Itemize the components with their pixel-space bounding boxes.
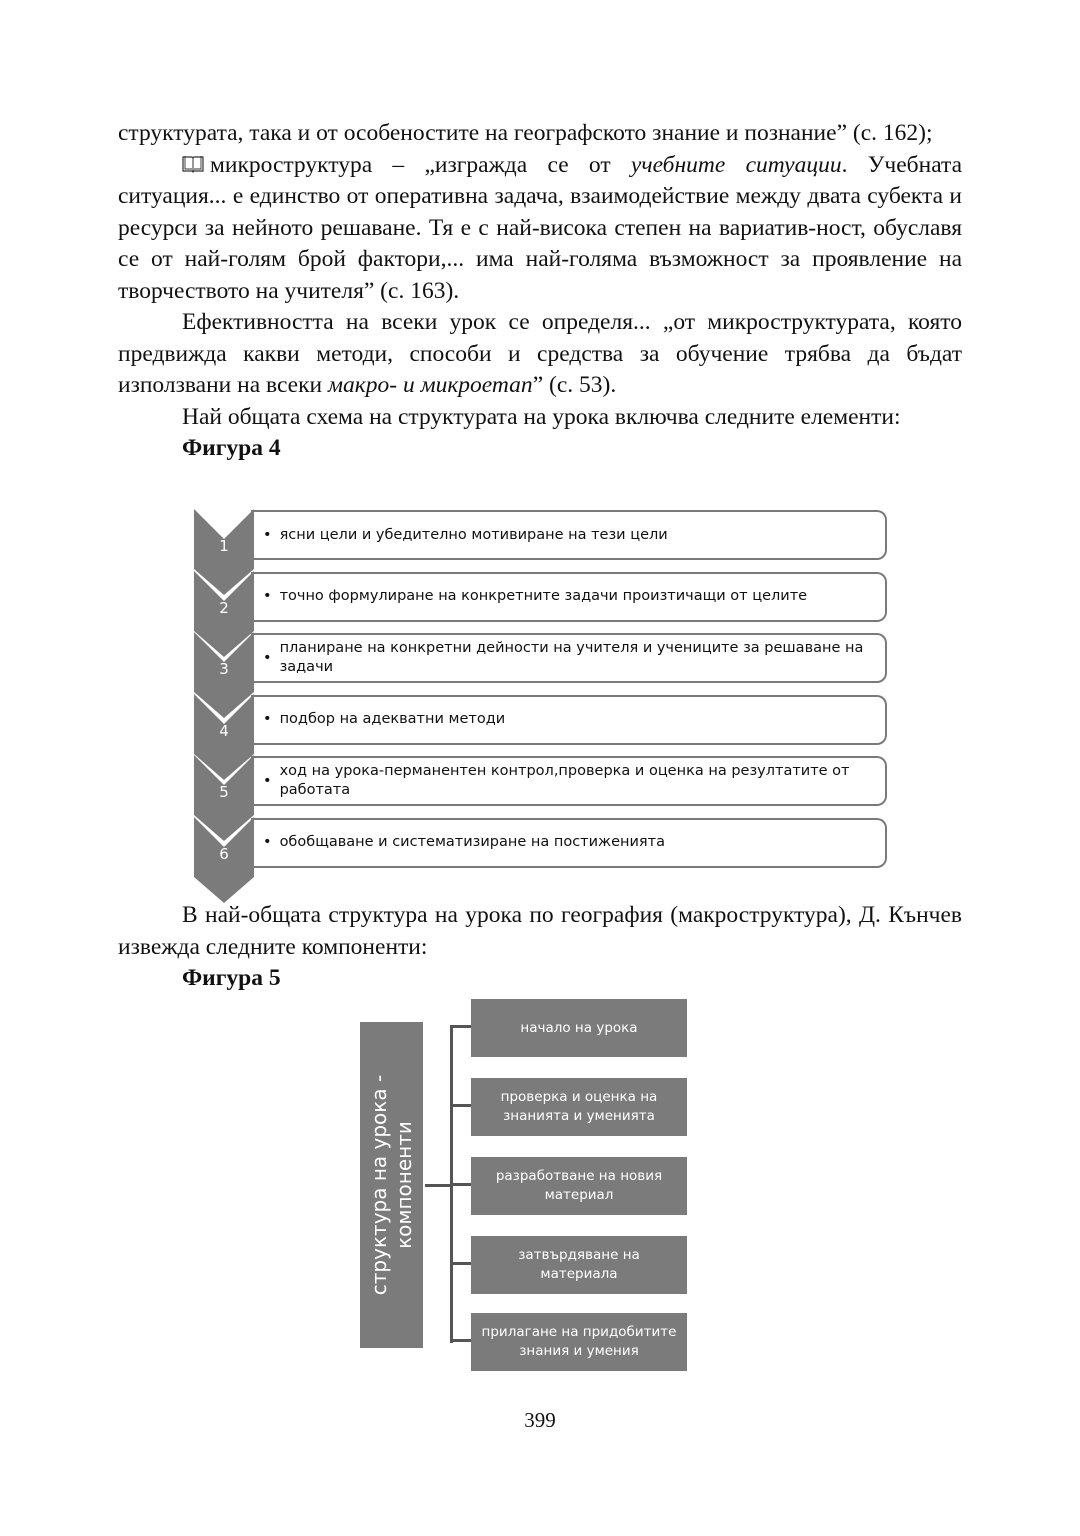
paragraph-macrostructure: В най-общата структура на урока по география (макроструктура), Д. Кънчев извежда следните компоненти: <box>118 902 962 960</box>
book-icon <box>182 155 204 173</box>
bullet-icon: • <box>263 834 272 850</box>
component-connector <box>450 1262 471 1265</box>
component-node: затвърдяване на материала <box>471 1236 687 1294</box>
figure-5-diagram <box>358 997 690 1373</box>
root-node <box>360 1022 423 1348</box>
figure-4-step <box>194 509 894 570</box>
root-node-label: структура на урока - компоненти <box>366 1074 416 1296</box>
root-connector <box>425 1184 452 1187</box>
bullet-icon: • <box>263 772 272 789</box>
step-text <box>263 758 873 804</box>
paragraph-microstructure <box>118 150 962 308</box>
step-number: 4 <box>219 721 229 740</box>
step-label: обобщаване и систематизиране на постиженията <box>279 834 665 850</box>
step-text <box>263 512 873 558</box>
step-text <box>263 635 873 681</box>
paragraph-1: структурата, така и от особеностите на географското знание и познание” (с. 162); <box>118 120 933 146</box>
step-text-box <box>251 633 887 683</box>
effectiveness-text-start: Ефективността на всеки урок се определя... „от микроструктурата, която предвижда какви методи, способи и средства за обучение трябва да бъдат използвани на всеки <box>118 309 962 398</box>
step-text <box>263 697 873 743</box>
step-text <box>263 574 873 620</box>
component-node: разработване на новия материал <box>471 1157 687 1215</box>
step-number: 2 <box>219 598 229 617</box>
component-node: начало на урока <box>471 999 687 1057</box>
bullet-icon: • <box>263 711 272 727</box>
paragraph-scheme-intro: Най общата схема на структурата на урока включва следните елементи: <box>182 403 901 430</box>
microstructure-italic-term: учебните ситуации <box>630 151 842 178</box>
page-number: 399 <box>524 1408 556 1432</box>
microstructure-text-end: . Учебната ситуация... е единство от оперативна задача, взаимодействие между двата субекта и ресурси за нейното решаване. Тя е с най-висока степен на вариатив-ност, обуславя се от най-голям брой фактори,... има най-голяма възможност за проявление на творчеството на учителя” (с. 163). <box>118 151 963 304</box>
step-text-box <box>251 572 887 622</box>
step-text-box <box>251 818 887 868</box>
step-label: ход на урока-перманентен контрол,проверка и оценка на резултатите от работата <box>279 763 850 798</box>
step-text-box <box>251 756 887 806</box>
bullet-icon: • <box>263 649 272 666</box>
step-label: планиране на конкретни дейности на учителя и учениците за решаване на задачи <box>279 640 864 675</box>
figure-4-step <box>194 571 894 632</box>
figure-4-step <box>194 817 894 878</box>
component-node: проверка и оценка на знанията и уменията <box>471 1078 687 1136</box>
figure-4-step <box>194 755 894 816</box>
component-node: прилагане на придобитите знания и умения <box>471 1313 687 1371</box>
figure-4-step <box>194 632 894 693</box>
effectiveness-italic-term: макро- и микроетап <box>328 372 533 398</box>
figure-5-title: Фигура 5 <box>182 965 281 991</box>
page-body <box>118 118 962 465</box>
step-number: 5 <box>219 783 229 801</box>
component-connector <box>450 1104 471 1107</box>
page-body-lower <box>118 900 962 995</box>
step-number: 3 <box>219 660 229 678</box>
step-text-box <box>251 695 887 745</box>
component-connector <box>450 1183 471 1186</box>
step-text-box <box>251 510 887 560</box>
step-label: ясни цели и убедително мотивиране на тези цели <box>279 526 668 543</box>
microstructure-text-start: микроструктура – „изгражда се от <box>210 151 631 178</box>
component-connector <box>450 1025 471 1028</box>
step-label: точно формулиране на конкретните задачи произтичащи от целите <box>279 588 808 604</box>
step-number: 6 <box>219 844 229 863</box>
bullet-icon: • <box>263 588 272 604</box>
step-label: подбор на адекватни методи <box>279 711 506 727</box>
step-number: 1 <box>219 537 229 555</box>
figure-4-title: Фигура 4 <box>182 435 281 461</box>
step-text <box>263 820 873 866</box>
bullet-icon: • <box>263 526 272 543</box>
paragraph-effectiveness <box>118 307 962 402</box>
figure-4-step <box>194 694 894 755</box>
figure-4-diagram <box>194 509 894 894</box>
effectiveness-text-end: ” (с. 53). <box>532 372 617 398</box>
component-connector <box>450 1339 471 1342</box>
